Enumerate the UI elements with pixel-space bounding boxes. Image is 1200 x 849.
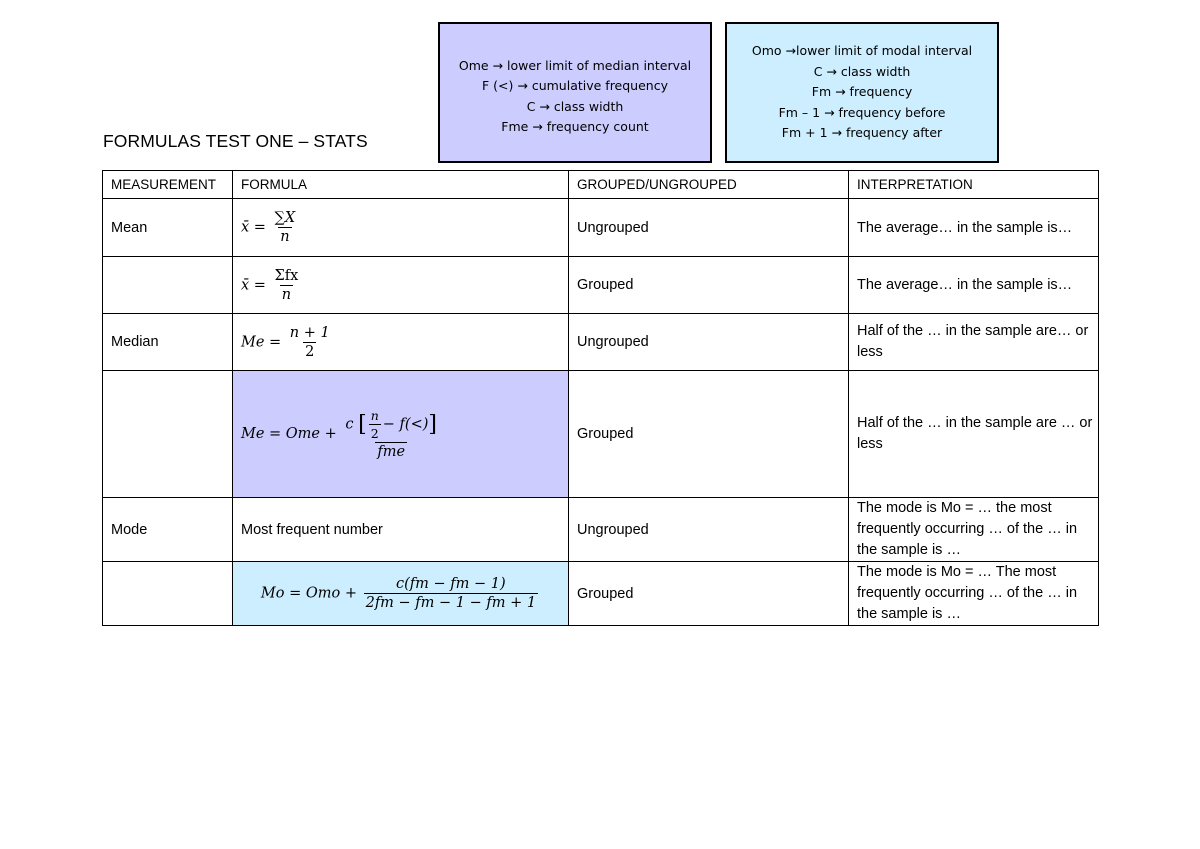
median-legend-line: Ome → lower limit of median interval — [458, 57, 692, 73]
table-row — [103, 562, 1099, 626]
header-interpretation: INTERPRETATION — [849, 171, 1099, 199]
numerator: n + 1 — [289, 324, 330, 341]
measurement-cell: Median — [103, 314, 233, 371]
page-title: FORMULAS TEST ONE – STATS — [103, 131, 368, 151]
mode-legend-line: Omo →lower limit of modal interval — [751, 43, 973, 59]
inner-numerator: n — [370, 408, 379, 423]
interpretation-cell: The mode is Mo = … The most frequently occurring … of the … in the sample is … — [849, 562, 1099, 626]
denominator: fme — [377, 444, 406, 460]
formula-mode-grouped — [233, 562, 569, 626]
measurement-cell: Mean — [103, 199, 233, 257]
type-cell: Ungrouped — [569, 314, 849, 371]
fraction — [288, 325, 332, 360]
type-cell: Ungrouped — [569, 199, 849, 257]
formula-lhs: Mo = Omo + — [260, 585, 357, 602]
median-legend-line: F (<) → cumulative frequency — [482, 78, 668, 93]
formula-mean-ungrouped — [233, 199, 569, 257]
type-cell: Grouped — [569, 371, 849, 498]
numerator: c(fm − fm − 1) — [396, 576, 506, 592]
close-bracket: ] — [428, 412, 437, 437]
formulas-table — [102, 170, 1099, 626]
table-row — [103, 371, 1099, 498]
interpretation-cell: The average… in the sample is… — [849, 199, 1099, 257]
inner-denominator: 2 — [370, 426, 379, 441]
header-grouped-ungrouped: GROUPED/UNGROUPED — [569, 171, 849, 199]
median-legend-box — [438, 22, 712, 163]
formula-mode-ungrouped: Most frequent number — [233, 498, 569, 562]
formula-lhs: x̄ = — [241, 219, 266, 236]
formula-median-grouped — [233, 371, 569, 498]
formula-mean-grouped — [233, 257, 569, 314]
table-header-row — [103, 171, 1099, 199]
mode-legend-line: Fm + 1 → frequency after — [781, 125, 943, 141]
table-row — [103, 257, 1099, 314]
fraction — [273, 268, 301, 303]
mode-legend-line: Fm – 1 → frequency before — [778, 104, 946, 120]
fraction — [343, 408, 439, 460]
type-cell: Grouped — [569, 257, 849, 314]
fraction — [273, 210, 298, 245]
denominator: n — [281, 286, 292, 303]
numerator — [343, 408, 439, 442]
denominator: 2 — [305, 343, 315, 360]
formula-lhs: x̄ = — [241, 277, 266, 293]
interpretation-cell: Half of the … in the sample are… or less — [849, 314, 1099, 371]
interpretation-cell: The mode is Mo = … the most frequently occurring … of the … in the sample is … — [849, 498, 1099, 562]
measurement-cell: Mode — [103, 498, 233, 562]
inner-fraction — [369, 408, 381, 441]
mode-legend-line: C → class width — [813, 63, 911, 79]
table-row — [103, 199, 1099, 257]
median-legend-line: Fme → frequency count — [501, 119, 649, 134]
formula-lhs: Me = Ome + — [241, 426, 337, 442]
header-measurement: MEASUREMENT — [103, 171, 233, 199]
interpretation-cell: Half of the … in the sample are … or less — [849, 371, 1099, 498]
measurement-cell — [103, 371, 233, 498]
interpretation-cell: The average… in the sample is… — [849, 257, 1099, 314]
header-formula: FORMULA — [233, 171, 569, 199]
median-legend-line: C → class width — [526, 98, 624, 114]
table-row — [103, 498, 1099, 562]
measurement-cell — [103, 562, 233, 626]
class-width-symbol: c — [345, 416, 354, 433]
formula-median-ungrouped — [233, 314, 569, 371]
fraction — [364, 576, 539, 611]
denominator: 2fm − fm − 1 − fm + 1 — [365, 595, 537, 611]
formula-lhs: Me = — [241, 334, 282, 350]
cumulative-term: − f(<) — [382, 416, 429, 433]
type-cell: Grouped — [569, 562, 849, 626]
denominator: n — [280, 229, 290, 245]
measurement-cell — [103, 257, 233, 314]
table-row — [103, 314, 1099, 371]
numerator: Σfx — [274, 267, 299, 284]
mode-legend-box — [725, 22, 999, 163]
numerator: ∑X — [274, 210, 296, 226]
open-bracket: [ — [358, 412, 367, 437]
type-cell: Ungrouped — [569, 498, 849, 562]
mode-legend-line: Fm → frequency — [811, 84, 913, 100]
